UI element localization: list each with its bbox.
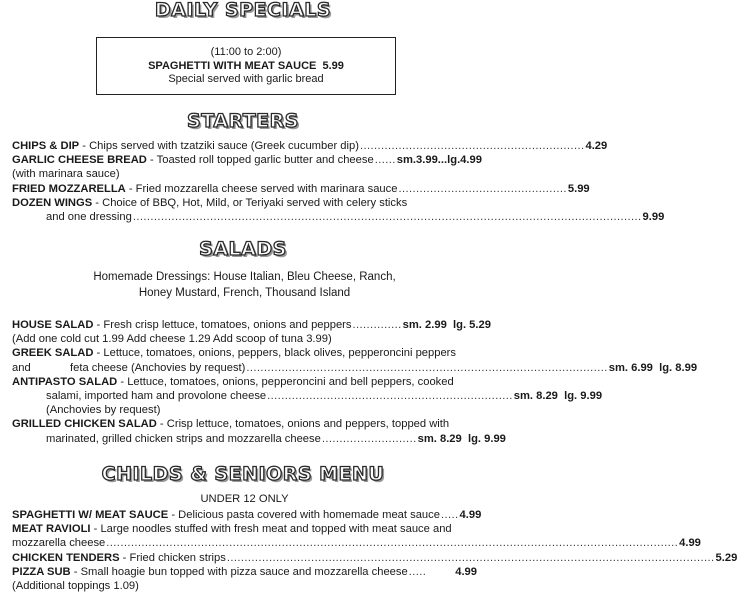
dressings-note [12,270,477,301]
item-desc: - Choice of BBQ, Hot, Mild, or Teriyaki served with celery sticks [92,196,408,209]
menu-item: MEAT RAVIOLI - Large noodles stuffed with fresh meat and topped with meat sauce and mozzarella cheese ................................................................................................................................................................... 4.99 [12,523,701,550]
menu-item: HOUSE SALAD - Fresh crisp lettuce, tomatoes, onions and peppers .............. sm. 2.99 lg. 5.29 (Add one cold cut 1.99 Add cheese 1.29 Add scoop of tuna 3.99) [12,319,491,346]
starters-section [12,139,665,224]
dressings-line-2: Honey Mustard, French, Thousand Island [138,286,351,299]
item-name: GARLIC CHEESE BREAD [12,154,147,167]
item-desc: - Crisp lettuce, tomatoes, onions and peppers, topped with [156,418,450,431]
item-extra: (Anchovies by request) [46,404,161,417]
daily-specials-heading: DAILY SPECIALS [154,0,332,21]
item-desc: - Small hoagie bun topped with pizza sauce and mozzarella cheese [70,565,408,578]
childs-seniors-heading: CHILDS & SENIORS MENU [101,463,385,485]
item-desc: - Chips served with tzatziki sauce (Greek cucumber dip) [79,140,359,152]
childs-sub: UNDER 12 ONLY [200,493,289,505]
item-desc: - Fried mozzarella cheese served with marinara sauce [125,182,398,195]
special-time: (11:00 to 2:00) [210,46,282,58]
item-extra: (Add one cold cut 1.99 Add cheese 1.29 Add scoop of tuna 3.99) [12,333,332,346]
item-name: CHICKEN TENDERS [12,551,120,564]
dressings-line-1: Homemade Dressings: House Italian, Bleu Cheese, Ranch, [93,271,396,283]
menu-item: GRILLED CHICKEN SALAD - Crisp lettuce, tomatoes, onions and peppers, topped with marinated, grilled chicken strips and mozzarella cheese ........................... sm. 8.29 lg. 9.99 [12,418,506,445]
item-extra: (with marinara sauce) [12,168,120,181]
daily-special-box [96,37,396,95]
item-price: 9.99 [642,211,665,224]
salads-section [12,318,698,446]
item-desc: - Lettuce, tomatoes, onions, pepperoncini and bell peppers, cooked [117,375,454,388]
item-name: FRIED MOZZARELLA [12,182,126,195]
item-desc: - Fried chicken strips [119,551,226,564]
menu-item: GREEK SALAD - Lettuce, tomatoes, onions, peppers, black olives, pepperoncini peppers and feta cheese (Anchovies by request) ....................................................................................................... sm. 6.99 lg. 8.99 [12,347,698,374]
item-cont: feta cheese (Anchovies by request) [70,361,246,374]
item-cont: mozzarella cheese [12,537,106,550]
item-price: sm. 8.29 lg. 9.99 [513,390,603,403]
special-price: 5.99 [322,59,344,72]
item-price: sm. 2.99 lg. 5.29 [402,319,491,331]
menu-item: ANTIPASTO SALAD - Lettuce, tomatoes, onions, pepperoncini and bell peppers, cooked salami, imported ham and provolone cheese ...................................................................... sm. 8.29 lg. 9.99 (Anchovies by request) [12,375,603,417]
menu-item: CHIPS & DIP - Chips served with tzatziki sauce (Greek cucumber dip) ................................................................ 4.29 [12,140,608,152]
item-name: SPAGHETTI W/ MEAT SAUCE [12,509,169,521]
item-name: ANTIPASTO SALAD [12,375,118,388]
item-name: GREEK SALAD [12,347,94,360]
childs-section [12,508,737,593]
item-desc: - Large noodles stuffed with fresh meat and topped with meat sauce and [90,523,452,536]
menu-item: PIZZA SUB - Small hoagie bun topped with pizza sauce and mozzarella cheese ..... 4.99 (Additional toppings 1.09) [12,565,477,593]
menu-item: FRIED MOZZARELLA - Fried mozzarella cheese served with marinara sauce ................................................ 5.99 [12,182,590,195]
item-desc: - Delicious pasta covered with homemade meat sauce [168,509,440,521]
starters-heading: STARTERS [187,110,299,132]
item-price: 5.29 [715,551,737,564]
item-desc: - Toasted roll topped garlic butter and cheese [146,154,374,167]
item-cont: marinated, grilled chicken strips and mozzarella cheese [46,432,321,445]
special-note: Special served with garlic bread [168,73,324,85]
item-desc: - Lettuce, tomatoes, onions, peppers, black olives, pepperoncini peppers [93,347,457,360]
menu-item: CHICKEN TENDERS - Fried chicken strips ........................................................................................................................................... 5.29 [12,551,737,564]
item-desc: - Fresh crisp lettuce, tomatoes, onions and peppers [93,319,352,331]
menu-item: GARLIC CHEESE BREAD - Toasted roll topped garlic butter and cheese ...... sm.3.99...lg.4.99 (with marinara sauce) [12,154,482,181]
item-cont-left: and [12,361,31,374]
salads-heading: SALADS [199,238,287,260]
item-name: PIZZA SUB [12,565,71,578]
item-price: sm. 8.29 lg. 9.99 [417,432,506,445]
item-name: HOUSE SALAD [12,319,94,331]
item-price: 4.99 [455,565,477,578]
item-name: CHIPS & DIP [12,140,80,152]
item-price: 4.99 [459,509,482,521]
item-name: DOZEN WINGS [12,196,93,209]
item-price: sm. 6.99 lg. 8.99 [608,361,698,374]
special-title: SPAGHETTI WITH MEAT SAUCE [148,59,317,72]
menu-item: SPAGHETTI W/ MEAT SAUCE - Delicious pasta covered with homemade meat sauce ..... 4.99 [12,509,482,521]
item-cont: and one dressing [46,211,132,224]
menu-item: DOZEN WINGS - Choice of BBQ, Hot, Mild, or Teriyaki served with celery sticks and one dressing ................................................................................................................................................. 9.99 [12,196,665,224]
item-extra: (Additional toppings 1.09) [12,580,139,593]
item-name: GRILLED CHICKEN SALAD [12,418,157,431]
item-price: 5.99 [567,182,590,195]
special-title-line [97,60,395,74]
item-cont: salami, imported ham and provolone cheese [46,390,267,403]
item-price: sm.3.99...lg.4.99 [396,154,482,167]
item-price: 4.29 [585,140,608,152]
item-name: MEAT RAVIOLI [12,523,91,536]
item-price: 4.99 [679,537,701,550]
